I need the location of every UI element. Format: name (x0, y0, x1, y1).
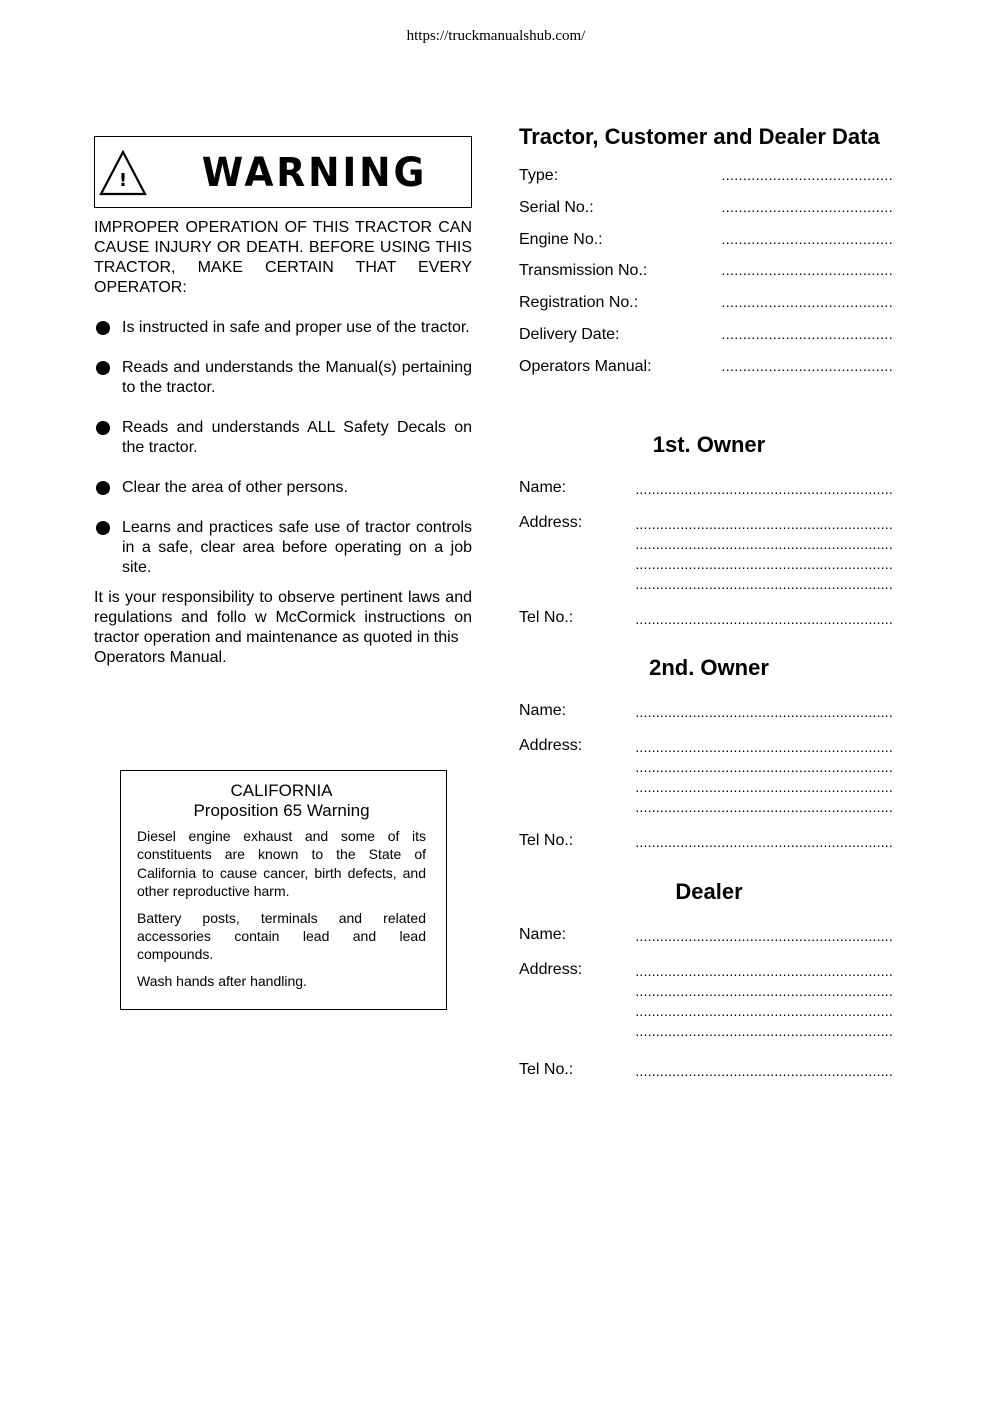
address-line[interactable]: ............................................................... (635, 556, 893, 572)
field-label: Delivery Date: (519, 325, 620, 343)
operator-requirements-list (94, 318, 472, 578)
dealer-title: Dealer (675, 879, 743, 904)
field-label: Tel No.: (519, 609, 574, 626)
address-line[interactable]: ............................................................... (635, 516, 893, 532)
list-item-text: Reads and understands ALL Safety Decals on the tractor. (122, 419, 472, 456)
field-value[interactable]: ........................................ (721, 198, 893, 215)
bullet-icon (96, 521, 110, 535)
address-line[interactable]: ............................................................... (635, 779, 893, 795)
field-label: Tel No.: (519, 832, 574, 849)
address-line[interactable]: ............................................................... (635, 536, 893, 552)
warning-title: WARNING (201, 150, 428, 196)
field-value[interactable]: ........................................ (721, 167, 893, 183)
warning-banner (94, 136, 472, 208)
address-line[interactable]: ............................................................... (635, 759, 893, 775)
field-label: Address: (519, 514, 583, 531)
address-line[interactable]: ............................................................... (635, 1023, 893, 1039)
warning-triangle-icon (99, 150, 147, 196)
california-subtitle: Proposition 65 Warning (193, 801, 370, 820)
field-label: Serial No.: (519, 198, 594, 216)
address-line[interactable]: ............................................................... (635, 963, 893, 979)
first-owner-title: 1st. Owner (652, 432, 766, 457)
list-item-text: Is instructed in safe and proper use of the tractor. (122, 319, 470, 336)
list-item (94, 358, 472, 398)
bullet-icon (96, 481, 110, 495)
header-url: https://truckmanualshub.com/ (406, 28, 586, 44)
name-line[interactable]: ............................................................... (635, 704, 893, 720)
address-line[interactable]: ............................................................... (635, 739, 893, 755)
tel-line[interactable]: ............................................................... (635, 611, 893, 627)
bullet-icon (96, 421, 110, 435)
field-value[interactable]: ........................................ (721, 262, 893, 279)
california-paragraph: Battery posts, terminals and related accessories contain lead and lead compounds. (137, 909, 426, 963)
field-label: Address: (519, 961, 583, 978)
field-label: Name: (519, 926, 567, 943)
list-item (94, 418, 472, 458)
list-item-text: Learns and practices safe use of tractor controls in a safe, clear area before operating on a job site. (122, 519, 472, 576)
list-item-text: Reads and understands the Manual(s) pertaining to the tractor. (122, 359, 472, 396)
list-item (94, 478, 472, 498)
warning-intro: IMPROPER OPERATION OF THIS TRACTOR CAN CAUSE INJURY OR DEATH. BEFORE USING THIS TRACTOR, MAKE CERTAIN THAT EVERY OPERATOR: (94, 219, 472, 296)
field-label: Name: (519, 479, 567, 496)
address-line[interactable]: ............................................................... (635, 799, 893, 815)
list-item (94, 518, 472, 578)
responsibility-text: It is your responsibility to observe pertinent laws and regulations and follo w McCormick instructions on tractor operation and maintenance as quoted in this (94, 589, 472, 646)
california-paragraph: Wash hands after handling. (137, 972, 307, 989)
field-label: Name: (519, 702, 567, 719)
address-line[interactable]: ............................................................... (635, 983, 893, 999)
owner-sections (519, 0, 893, 1404)
name-line[interactable]: ............................................................... (635, 481, 893, 497)
tel-line[interactable]: ............................................................... (635, 1063, 893, 1079)
field-value[interactable]: ........................................ (721, 294, 893, 311)
list-item (94, 318, 472, 338)
field-label: Address: (519, 737, 583, 754)
field-value[interactable]: ........................................ (721, 325, 893, 342)
california-prop65-box (120, 770, 447, 1010)
svg-text:!: ! (118, 170, 128, 191)
field-label: Engine No.: (519, 230, 603, 248)
address-line[interactable]: ............................................................... (635, 576, 893, 592)
warning-column (94, 136, 472, 668)
data-sheet-title: Tractor, Customer and Dealer Data (519, 124, 880, 149)
california-paragraph: Diesel engine exhaust and some of its constituents are known to the State of California to cause cancer, birth defects, and other reproductive harm. (137, 828, 426, 900)
second-owner-title: 2nd. Owner (649, 655, 769, 680)
field-label: Transmission No.: (519, 262, 648, 280)
tel-line[interactable]: ............................................................... (635, 834, 893, 850)
field-label: Type: (519, 167, 559, 184)
bullet-icon (96, 361, 110, 375)
name-line[interactable]: ............................................................... (635, 928, 893, 944)
responsibility-text-end: Operators Manual. (94, 649, 227, 666)
field-label: Operators Manual: (519, 357, 652, 375)
bullet-icon (96, 321, 110, 335)
address-line[interactable]: ............................................................... (635, 1003, 893, 1019)
california-title: CALIFORNIA (230, 781, 333, 800)
field-label: Tel No.: (519, 1061, 574, 1078)
field-label: Registration No.: (519, 294, 639, 312)
list-item-text: Clear the area of other persons. (122, 479, 348, 496)
field-value[interactable]: ........................................ (721, 230, 893, 247)
field-value[interactable]: ........................................ (721, 357, 893, 374)
